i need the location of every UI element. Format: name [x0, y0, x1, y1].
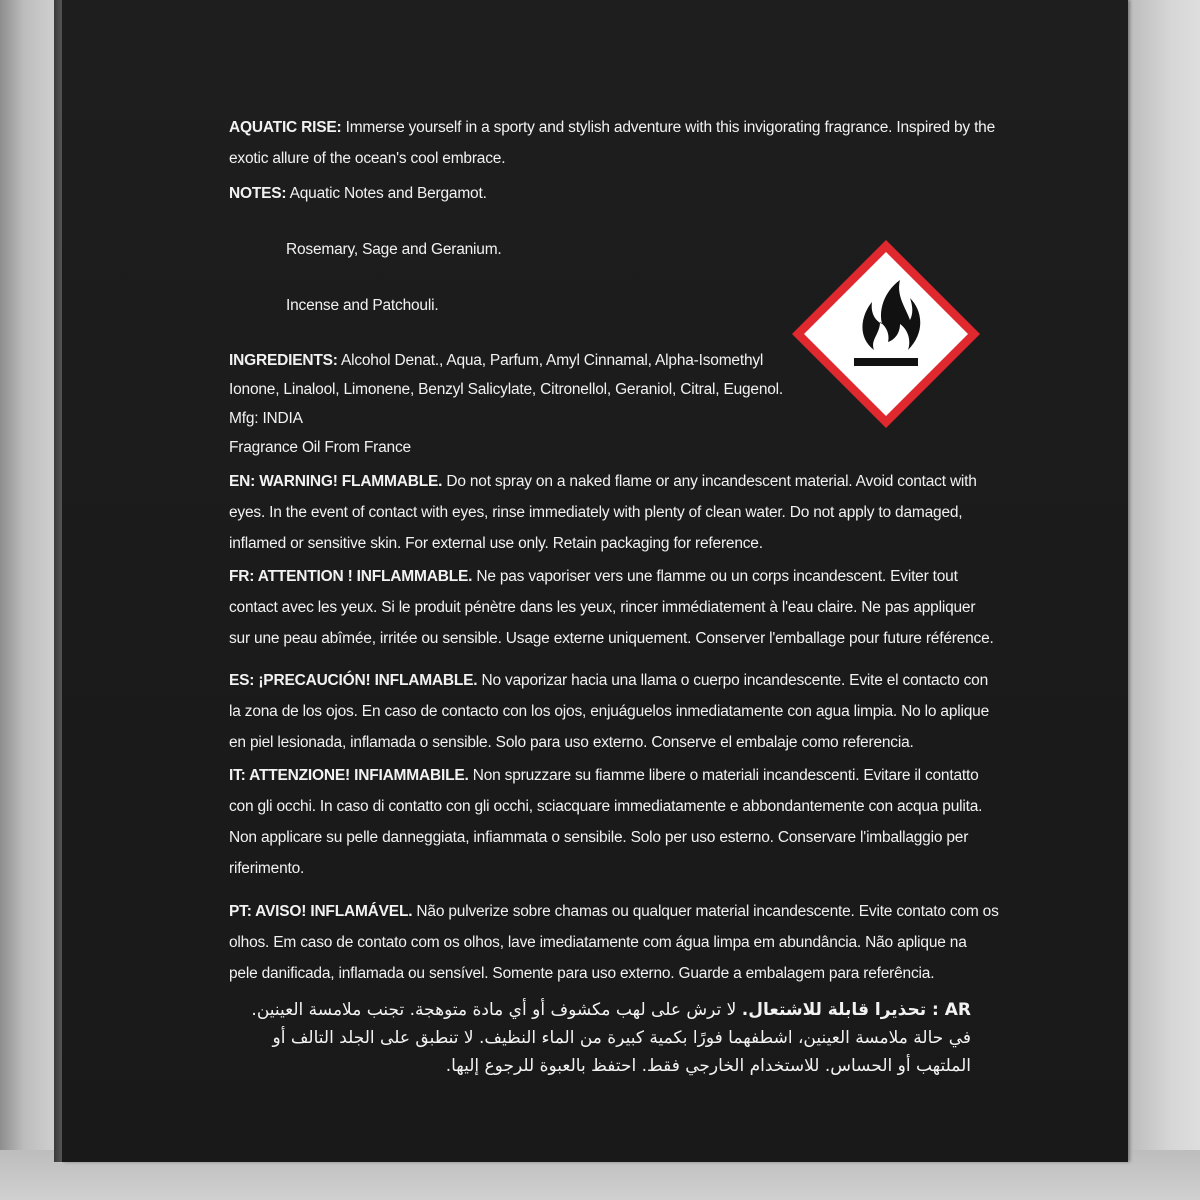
box-side-edge: [54, 0, 62, 1162]
warning-ar-label: AR : تحذيرا قابلة للاشتعال.: [741, 1000, 971, 1020]
ingredients-label: INGREDIENTS:: [229, 352, 338, 369]
ingredients-block: [229, 346, 789, 462]
product-name-label: AQUATIC RISE:: [229, 119, 342, 136]
warning-it-text: Non spruzzare su fiamme libere o materiali incandescenti. Evitare il contatto con gli occhi. In caso di contatto con gli occhi, sciacquare immediatamente e abbondantemente con acqua pulita. Non applicare su pelle danneggiata, infiammata o sensibile. Solo per uso esterno. Conservare l'imballaggio per riferimento.: [229, 767, 983, 877]
fragrance-oil-origin: Fragrance Oil From France: [229, 439, 411, 456]
notes-top: [229, 178, 999, 209]
warning-ar-text: لا ترش على لهب مكشوف أو أي مادة متوهجة. تجنب ملامسة العينين. في حالة ملامسة العينين، اشطفهما فورًا بكمية كبيرة من الماء النظيف. لا تنطبق على الجلد التالف أو الملتهب أو الحساس. للاستخدام الخارجي فقط. احتفظ بالعبوة للرجوع إليها.: [251, 1000, 971, 1076]
background-surface-right: [1128, 0, 1200, 1200]
flammable-pictogram-icon: [790, 238, 982, 430]
warning-fr-text: Ne pas vaporiser vers une flamme ou un corps incandescent. Eviter tout contact avec les yeux. Si le produit pénètre dans les yeux, rincer immédiatement à l'eau claire. Ne pas appliquer sur une peau abîmée, irritée ou sensible. Usage externe uniquement. Conserver l'emballage pour future référence.: [229, 568, 994, 647]
warning-es-label: ES: ¡PRECAUCIÓN! INFLAMABLE.: [229, 672, 478, 689]
warning-pt-label: PT: AVISO! INFLAMÁVEL.: [229, 903, 413, 920]
warning-en-text: Do not spray on a naked flame or any incandescent material. Avoid contact with eyes. In the event of contact with eyes, rinse immediately with plenty of clean water. Do not apply to damaged, inflamed or sensitive skin. For external use only. Retain packaging for reference.: [229, 473, 977, 552]
base-notes-text: Incense and Patchouli.: [286, 297, 439, 314]
warning-it: [229, 760, 999, 884]
warning-it-label: IT: ATTENZIONE! INFIAMMABILE.: [229, 767, 469, 784]
notes-label: NOTES:: [229, 185, 287, 202]
manufacture-country: Mfg: INDIA: [229, 410, 303, 427]
background-surface-left: [0, 0, 54, 1200]
warning-es: [229, 665, 999, 758]
warning-ar: [229, 996, 971, 1080]
warning-pt-text: Não pulverize sobre chamas ou qualquer material incandescente. Evite contato com os olhos. Em caso de contato com os olhos, lave imediatamente com água limpa em abundância. Não aplique na pele danificada, inflamada ou sensível. Somente para uso externo. Guarde a embalagem para referência.: [229, 903, 999, 982]
warning-fr-label: FR: ATTENTION ! INFLAMMABLE.: [229, 568, 473, 585]
product-description: [229, 112, 999, 174]
top-notes-text: Aquatic Notes and Bergamot.: [286, 185, 487, 202]
warning-en-label: EN: WARNING! FLAMMABLE.: [229, 473, 443, 490]
warning-en: [229, 466, 999, 559]
middle-notes-text: Rosemary, Sage and Geranium.: [286, 241, 502, 258]
warning-fr: [229, 561, 999, 654]
product-description-text: Immerse yourself in a sporty and stylish adventure with this invigorating fragrance. Inspired by the exotic allure of the ocean's cool embrace.: [229, 119, 996, 167]
warning-pt: [229, 896, 999, 989]
warning-es-text: No vaporizar hacia una llama o cuerpo incandescente. Evite el contacto con la zona de los ojos. En caso de contacto con los ojos, enjuáguelos inmediatamente con agua limpia. No lo aplique en piel lesionada, inflamada o sensible. Solo para uso externo. Conserve el embalaje como referencia.: [229, 672, 989, 751]
ingredients-text: Alcohol Denat., Aqua, Parfum, Amyl Cinnamal, Alpha-Isomethyl Ionone, Linalool, Limonene, Benzyl Salicylate, Citronellol, Geraniol, Citral, Eugenol.: [229, 352, 784, 398]
